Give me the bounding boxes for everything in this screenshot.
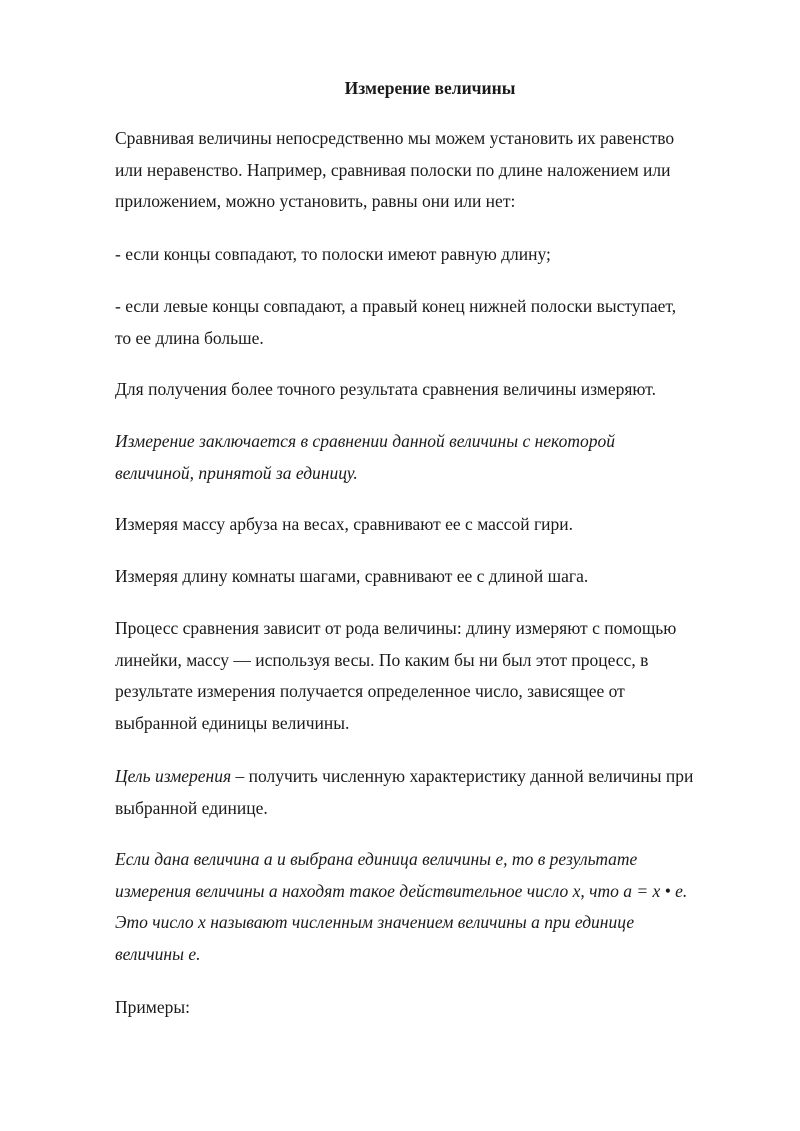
paragraph-process xyxy=(115,613,745,739)
text-line: величиной, принятой за единицу. xyxy=(115,462,358,483)
text-line: Измерение заключается в сравнении данной величины с некоторой xyxy=(115,431,615,451)
text-line: Это число x называют численным значением величины a при единице xyxy=(115,912,635,932)
text-line: то ее длина больше. xyxy=(115,327,264,348)
text-line: Измеряя длину комнаты шагами, сравнивают ее с длиной шага. xyxy=(115,566,589,586)
text-line: приложением, можно установить, равны они или нет: xyxy=(115,191,516,211)
paragraph-measure-reason xyxy=(115,374,745,406)
text-line: Измеряя массу арбуза на весах, сравнивают ее с массой гири. xyxy=(115,514,573,534)
goal-term: Цель измерения xyxy=(115,766,232,786)
paragraph-measure-definition xyxy=(115,426,745,489)
paragraph-example-room xyxy=(115,561,745,593)
paragraph-goal xyxy=(115,761,745,824)
text-line: Если дана величина a и выбрана единица величины e, то в результате xyxy=(115,849,638,869)
text-line: Сравнивая величины непосредственно мы можем установить их равенство xyxy=(115,128,675,148)
document-title: Измерение величины xyxy=(344,78,516,98)
goal-text: – получить численную характеристику данной величины при xyxy=(231,766,694,786)
paragraph-intro xyxy=(115,123,745,218)
paragraph-numeric-value xyxy=(115,844,745,970)
text-line: величины e. xyxy=(115,943,201,964)
text-line: Процесс сравнения зависит от рода величины: длину измеряют с помощью xyxy=(115,618,677,638)
text-line: линейки, массу — используя весы. По каким бы ни был этот процесс, в xyxy=(115,649,649,670)
text-line: Для получения более точного результата сравнения величины измеряют. xyxy=(115,379,656,399)
paragraph-examples-heading xyxy=(115,992,745,1024)
text-line: - если левые концы совпадают, а правый конец нижней полоски выступает, xyxy=(115,296,677,316)
text-line xyxy=(115,761,745,793)
text-line: измерения величины a находят такое действительное число x, что a = x • e. xyxy=(115,880,688,901)
text-line: или неравенство. Например, сравнивая полоски по длине наложением или xyxy=(115,159,671,180)
text-line: результате измерения получается определенное число, зависящее от xyxy=(115,681,625,701)
paragraph-example-watermelon xyxy=(115,509,745,541)
text-line: выбранной единицы величины. xyxy=(115,712,350,733)
paragraph-longer-strip xyxy=(115,291,745,354)
text-line: - если концы совпадают, то полоски имеют равную длину; xyxy=(115,244,551,264)
paragraph-equal-length xyxy=(115,239,745,271)
text-line: Примеры: xyxy=(115,997,190,1017)
text-line: выбранной единице. xyxy=(115,797,268,818)
